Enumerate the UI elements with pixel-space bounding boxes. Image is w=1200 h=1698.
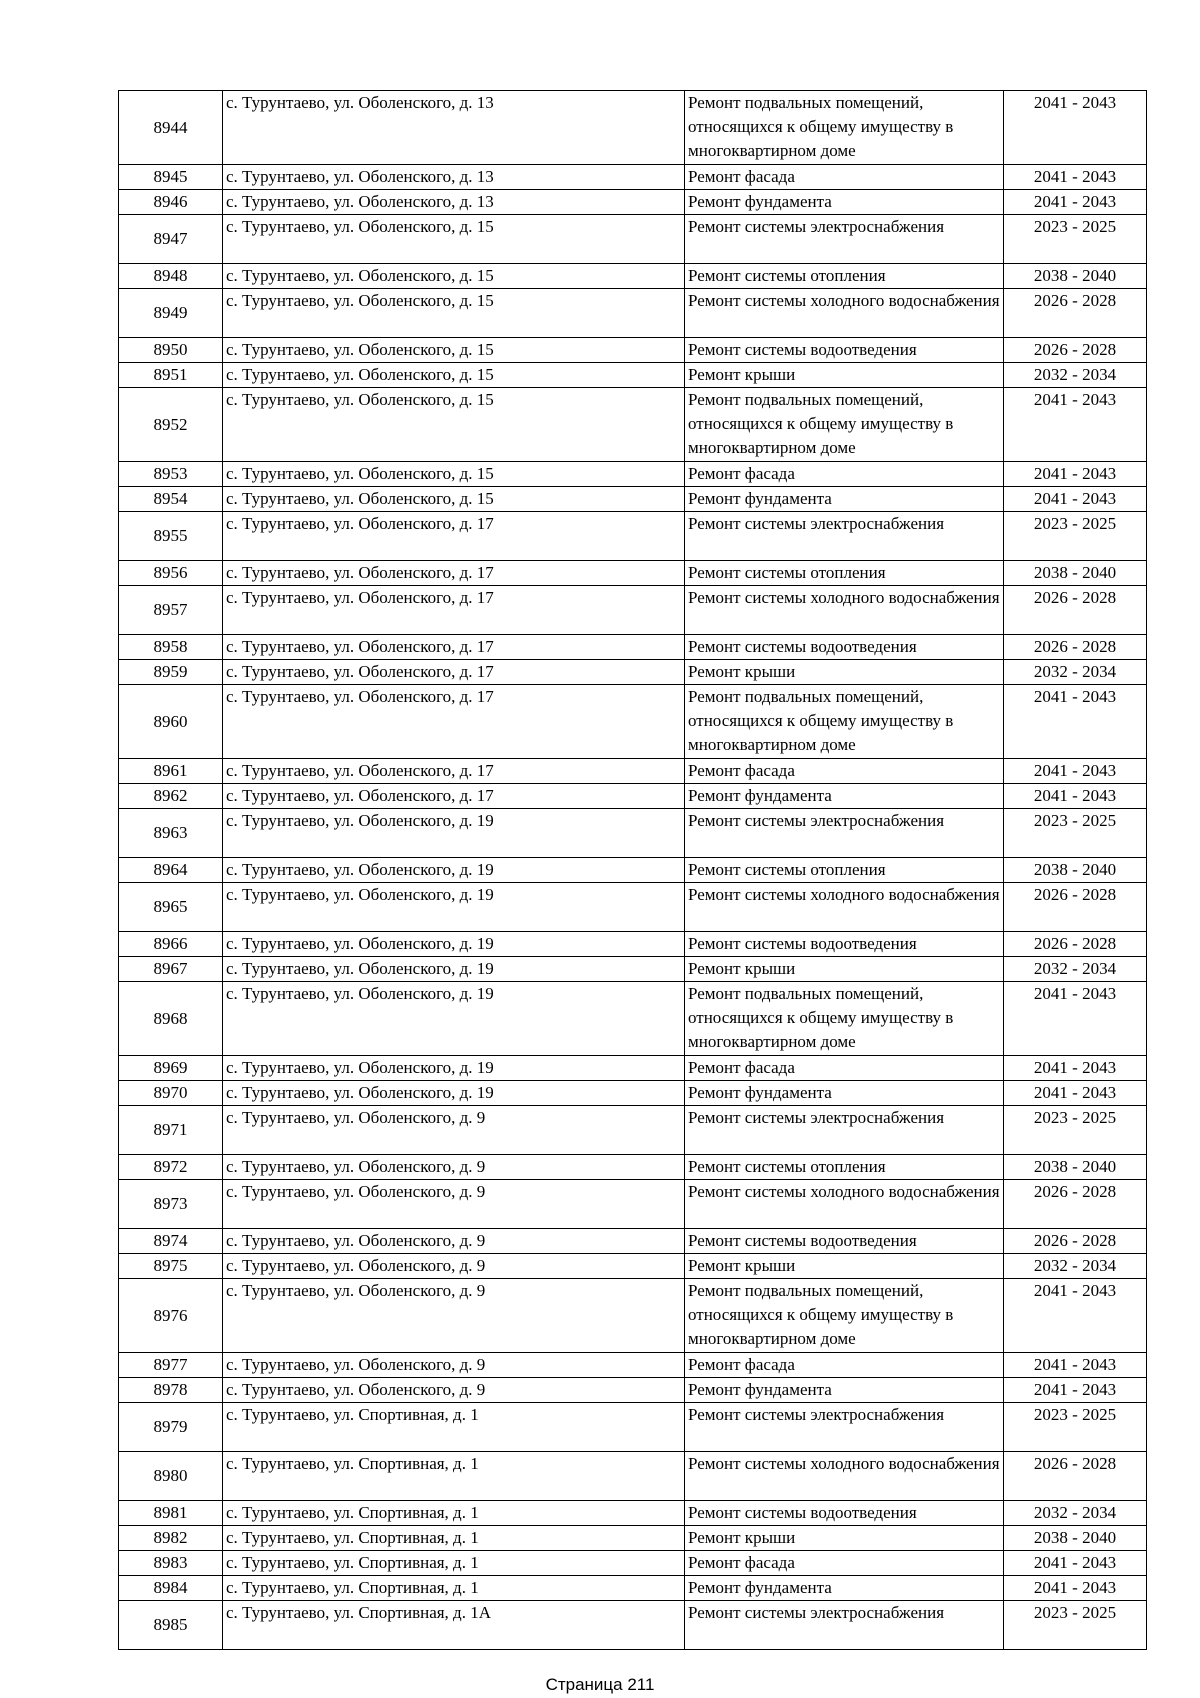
row-number: 8967 xyxy=(119,957,223,982)
row-address: с. Турунтаево, ул. Оболенского, д. 15 xyxy=(223,338,685,363)
table-row xyxy=(119,388,1147,462)
row-address: с. Турунтаево, ул. Оболенского, д. 15 xyxy=(223,487,685,512)
row-period: 2026 - 2028 xyxy=(1004,1180,1147,1229)
table-body xyxy=(119,91,1147,1650)
row-period: 2023 - 2025 xyxy=(1004,1106,1147,1155)
row-address: с. Турунтаево, ул. Оболенского, д. 15 xyxy=(223,363,685,388)
row-work-type: Ремонт подвальных помещений, относящихся к общему имуществу в многоквартирном доме xyxy=(685,388,1004,462)
table-row xyxy=(119,215,1147,264)
row-work-type: Ремонт фасада xyxy=(685,1056,1004,1081)
row-number: 8945 xyxy=(119,165,223,190)
row-work-type: Ремонт системы холодного водоснабжения xyxy=(685,586,1004,635)
table-row xyxy=(119,190,1147,215)
row-number: 8979 xyxy=(119,1403,223,1452)
row-work-type: Ремонт системы водоотведения xyxy=(685,1229,1004,1254)
row-address: с. Турунтаево, ул. Оболенского, д. 13 xyxy=(223,190,685,215)
row-work-type: Ремонт фасада xyxy=(685,759,1004,784)
row-period: 2041 - 2043 xyxy=(1004,1378,1147,1403)
row-number: 8971 xyxy=(119,1106,223,1155)
table-row xyxy=(119,784,1147,809)
table-row xyxy=(119,858,1147,883)
row-work-type: Ремонт фасада xyxy=(685,462,1004,487)
row-number: 8951 xyxy=(119,363,223,388)
table-row xyxy=(119,660,1147,685)
row-period: 2023 - 2025 xyxy=(1004,215,1147,264)
row-period: 2041 - 2043 xyxy=(1004,1056,1147,1081)
row-work-type: Ремонт системы отопления xyxy=(685,264,1004,289)
row-work-type: Ремонт подвальных помещений, относящихся к общему имуществу в многоквартирном доме xyxy=(685,91,1004,165)
row-number: 8944 xyxy=(119,91,223,165)
table-row xyxy=(119,1551,1147,1576)
row-address: с. Турунтаево, ул. Спортивная, д. 1 xyxy=(223,1501,685,1526)
row-period: 2038 - 2040 xyxy=(1004,1526,1147,1551)
row-address: с. Турунтаево, ул. Оболенского, д. 19 xyxy=(223,809,685,858)
row-address: с. Турунтаево, ул. Оболенского, д. 9 xyxy=(223,1155,685,1180)
row-work-type: Ремонт фундамента xyxy=(685,1576,1004,1601)
row-number: 8956 xyxy=(119,561,223,586)
table-row xyxy=(119,1180,1147,1229)
row-number: 8977 xyxy=(119,1353,223,1378)
row-period: 2041 - 2043 xyxy=(1004,91,1147,165)
row-address: с. Турунтаево, ул. Оболенского, д. 19 xyxy=(223,1056,685,1081)
row-number: 8980 xyxy=(119,1452,223,1501)
row-number: 8973 xyxy=(119,1180,223,1229)
row-work-type: Ремонт крыши xyxy=(685,1254,1004,1279)
row-number: 8966 xyxy=(119,932,223,957)
row-work-type: Ремонт системы электроснабжения xyxy=(685,1403,1004,1452)
row-address: с. Турунтаево, ул. Оболенского, д. 9 xyxy=(223,1254,685,1279)
row-address: с. Турунтаево, ул. Оболенского, д. 19 xyxy=(223,982,685,1056)
works-table xyxy=(118,90,1147,1650)
row-number: 8947 xyxy=(119,215,223,264)
row-work-type: Ремонт системы отопления xyxy=(685,561,1004,586)
row-number: 8955 xyxy=(119,512,223,561)
row-period: 2032 - 2034 xyxy=(1004,1501,1147,1526)
row-period: 2041 - 2043 xyxy=(1004,1576,1147,1601)
row-work-type: Ремонт крыши xyxy=(685,1526,1004,1551)
row-period: 2038 - 2040 xyxy=(1004,561,1147,586)
row-work-type: Ремонт фундамента xyxy=(685,1081,1004,1106)
row-address: с. Турунтаево, ул. Оболенского, д. 17 xyxy=(223,784,685,809)
row-number: 8982 xyxy=(119,1526,223,1551)
row-number: 8949 xyxy=(119,289,223,338)
row-period: 2026 - 2028 xyxy=(1004,932,1147,957)
page-number: Страница 211 xyxy=(545,1675,655,1694)
row-period: 2026 - 2028 xyxy=(1004,1452,1147,1501)
row-number: 8965 xyxy=(119,883,223,932)
row-address: с. Турунтаево, ул. Спортивная, д. 1 xyxy=(223,1403,685,1452)
table-row xyxy=(119,1601,1147,1650)
table-row xyxy=(119,685,1147,759)
row-period: 2041 - 2043 xyxy=(1004,1081,1147,1106)
table-row xyxy=(119,982,1147,1056)
row-number: 8948 xyxy=(119,264,223,289)
table-row xyxy=(119,586,1147,635)
row-period: 2041 - 2043 xyxy=(1004,1551,1147,1576)
row-number: 8983 xyxy=(119,1551,223,1576)
row-work-type: Ремонт крыши xyxy=(685,363,1004,388)
table-row xyxy=(119,1501,1147,1526)
row-period: 2023 - 2025 xyxy=(1004,809,1147,858)
table-row xyxy=(119,289,1147,338)
row-work-type: Ремонт системы отопления xyxy=(685,1155,1004,1180)
row-period: 2041 - 2043 xyxy=(1004,190,1147,215)
row-work-type: Ремонт фасада xyxy=(685,1551,1004,1576)
row-work-type: Ремонт системы водоотведения xyxy=(685,338,1004,363)
row-number: 8952 xyxy=(119,388,223,462)
table-row xyxy=(119,462,1147,487)
row-address: с. Турунтаево, ул. Спортивная, д. 1 xyxy=(223,1526,685,1551)
row-address: с. Турунтаево, ул. Спортивная, д. 1 xyxy=(223,1576,685,1601)
row-address: с. Турунтаево, ул. Оболенского, д. 17 xyxy=(223,660,685,685)
row-work-type: Ремонт системы водоотведения xyxy=(685,635,1004,660)
table-row xyxy=(119,512,1147,561)
row-number: 8957 xyxy=(119,586,223,635)
table-row xyxy=(119,363,1147,388)
table-row xyxy=(119,1229,1147,1254)
row-address: с. Турунтаево, ул. Оболенского, д. 15 xyxy=(223,264,685,289)
row-work-type: Ремонт фасада xyxy=(685,165,1004,190)
row-number: 8975 xyxy=(119,1254,223,1279)
row-address: с. Турунтаево, ул. Спортивная, д. 1 xyxy=(223,1452,685,1501)
row-period: 2041 - 2043 xyxy=(1004,1279,1147,1353)
row-period: 2041 - 2043 xyxy=(1004,1353,1147,1378)
row-number: 8946 xyxy=(119,190,223,215)
row-period: 2041 - 2043 xyxy=(1004,982,1147,1056)
row-period: 2026 - 2028 xyxy=(1004,338,1147,363)
row-number: 8984 xyxy=(119,1576,223,1601)
row-address: с. Турунтаево, ул. Оболенского, д. 15 xyxy=(223,462,685,487)
row-number: 8972 xyxy=(119,1155,223,1180)
row-work-type: Ремонт фундамента xyxy=(685,487,1004,512)
row-period: 2041 - 2043 xyxy=(1004,388,1147,462)
row-work-type: Ремонт системы электроснабжения xyxy=(685,809,1004,858)
row-period: 2032 - 2034 xyxy=(1004,1254,1147,1279)
table-row xyxy=(119,1452,1147,1501)
row-work-type: Ремонт фасада xyxy=(685,1353,1004,1378)
row-period: 2038 - 2040 xyxy=(1004,1155,1147,1180)
table-row xyxy=(119,1279,1147,1353)
row-number: 8964 xyxy=(119,858,223,883)
table-row xyxy=(119,932,1147,957)
row-period: 2041 - 2043 xyxy=(1004,685,1147,759)
row-number: 8958 xyxy=(119,635,223,660)
row-number: 8961 xyxy=(119,759,223,784)
row-address: с. Турунтаево, ул. Оболенского, д. 17 xyxy=(223,759,685,784)
row-period: 2023 - 2025 xyxy=(1004,512,1147,561)
table-row xyxy=(119,338,1147,363)
row-address: с. Турунтаево, ул. Оболенского, д. 19 xyxy=(223,858,685,883)
row-work-type: Ремонт фундамента xyxy=(685,190,1004,215)
row-number: 8950 xyxy=(119,338,223,363)
row-number: 8981 xyxy=(119,1501,223,1526)
row-work-type: Ремонт системы холодного водоснабжения xyxy=(685,883,1004,932)
row-number: 8976 xyxy=(119,1279,223,1353)
row-number: 8978 xyxy=(119,1378,223,1403)
row-period: 2026 - 2028 xyxy=(1004,1229,1147,1254)
row-period: 2041 - 2043 xyxy=(1004,165,1147,190)
table-row xyxy=(119,1081,1147,1106)
row-work-type: Ремонт подвальных помещений, относящихся к общему имуществу в многоквартирном доме xyxy=(685,685,1004,759)
row-work-type: Ремонт подвальных помещений, относящихся к общему имуществу в многоквартирном доме xyxy=(685,982,1004,1056)
row-address: с. Турунтаево, ул. Оболенского, д. 19 xyxy=(223,932,685,957)
row-work-type: Ремонт системы электроснабжения xyxy=(685,1601,1004,1650)
row-address: с. Турунтаево, ул. Оболенского, д. 19 xyxy=(223,957,685,982)
table-row xyxy=(119,1353,1147,1378)
table-row xyxy=(119,1378,1147,1403)
row-address: с. Турунтаево, ул. Оболенского, д. 19 xyxy=(223,883,685,932)
row-number: 8985 xyxy=(119,1601,223,1650)
table-row xyxy=(119,561,1147,586)
row-number: 8968 xyxy=(119,982,223,1056)
row-period: 2041 - 2043 xyxy=(1004,487,1147,512)
row-work-type: Ремонт системы электроснабжения xyxy=(685,512,1004,561)
row-period: 2032 - 2034 xyxy=(1004,660,1147,685)
row-work-type: Ремонт системы холодного водоснабжения xyxy=(685,1180,1004,1229)
row-work-type: Ремонт системы электроснабжения xyxy=(685,1106,1004,1155)
row-address: с. Турунтаево, ул. Оболенского, д. 15 xyxy=(223,215,685,264)
row-address: с. Турунтаево, ул. Спортивная, д. 1 xyxy=(223,1551,685,1576)
row-period: 2026 - 2028 xyxy=(1004,289,1147,338)
row-number: 8960 xyxy=(119,685,223,759)
table-row xyxy=(119,1056,1147,1081)
row-number: 8970 xyxy=(119,1081,223,1106)
row-number: 8962 xyxy=(119,784,223,809)
row-address: с. Турунтаево, ул. Оболенского, д. 15 xyxy=(223,289,685,338)
row-number: 8954 xyxy=(119,487,223,512)
row-number: 8953 xyxy=(119,462,223,487)
row-number: 8974 xyxy=(119,1229,223,1254)
row-work-type: Ремонт системы холодного водоснабжения xyxy=(685,289,1004,338)
row-address: с. Турунтаево, ул. Оболенского, д. 13 xyxy=(223,165,685,190)
row-address: с. Турунтаево, ул. Оболенского, д. 17 xyxy=(223,561,685,586)
row-address: с. Турунтаево, ул. Оболенского, д. 9 xyxy=(223,1353,685,1378)
row-period: 2023 - 2025 xyxy=(1004,1601,1147,1650)
table-row xyxy=(119,1403,1147,1452)
row-number: 8969 xyxy=(119,1056,223,1081)
table-row xyxy=(119,759,1147,784)
table-row xyxy=(119,1576,1147,1601)
table-row xyxy=(119,809,1147,858)
row-period: 2026 - 2028 xyxy=(1004,586,1147,635)
row-address: с. Турунтаево, ул. Оболенского, д. 9 xyxy=(223,1229,685,1254)
table-row xyxy=(119,635,1147,660)
row-period: 2041 - 2043 xyxy=(1004,784,1147,809)
row-address: с. Турунтаево, ул. Оболенского, д. 17 xyxy=(223,635,685,660)
row-work-type: Ремонт подвальных помещений, относящихся к общему имуществу в многоквартирном доме xyxy=(685,1279,1004,1353)
row-address: с. Турунтаево, ул. Оболенского, д. 13 xyxy=(223,91,685,165)
table-row xyxy=(119,1106,1147,1155)
row-address: с. Турунтаево, ул. Оболенского, д. 9 xyxy=(223,1106,685,1155)
row-address: с. Турунтаево, ул. Оболенского, д. 17 xyxy=(223,586,685,635)
row-period: 2038 - 2040 xyxy=(1004,858,1147,883)
row-address: с. Турунтаево, ул. Оболенского, д. 17 xyxy=(223,512,685,561)
row-work-type: Ремонт крыши xyxy=(685,660,1004,685)
table-row xyxy=(119,1526,1147,1551)
row-period: 2041 - 2043 xyxy=(1004,462,1147,487)
row-address: с. Турунтаево, ул. Оболенского, д. 9 xyxy=(223,1378,685,1403)
row-address: с. Турунтаево, ул. Спортивная, д. 1А xyxy=(223,1601,685,1650)
row-period: 2041 - 2043 xyxy=(1004,759,1147,784)
row-number: 8963 xyxy=(119,809,223,858)
row-work-type: Ремонт крыши xyxy=(685,957,1004,982)
row-address: с. Турунтаево, ул. Оболенского, д. 15 xyxy=(223,388,685,462)
row-work-type: Ремонт системы водоотведения xyxy=(685,932,1004,957)
table-row xyxy=(119,91,1147,165)
table-row xyxy=(119,1155,1147,1180)
row-period: 2032 - 2034 xyxy=(1004,363,1147,388)
row-work-type: Ремонт системы отопления xyxy=(685,858,1004,883)
row-period: 2026 - 2028 xyxy=(1004,635,1147,660)
table-row xyxy=(119,165,1147,190)
table-row xyxy=(119,264,1147,289)
row-period: 2032 - 2034 xyxy=(1004,957,1147,982)
row-number: 8959 xyxy=(119,660,223,685)
row-work-type: Ремонт фундамента xyxy=(685,784,1004,809)
row-address: с. Турунтаево, ул. Оболенского, д. 19 xyxy=(223,1081,685,1106)
row-work-type: Ремонт системы водоотведения xyxy=(685,1501,1004,1526)
row-address: с. Турунтаево, ул. Оболенского, д. 9 xyxy=(223,1279,685,1353)
row-address: с. Турунтаево, ул. Оболенского, д. 17 xyxy=(223,685,685,759)
row-work-type: Ремонт фундамента xyxy=(685,1378,1004,1403)
row-period: 2023 - 2025 xyxy=(1004,1403,1147,1452)
row-work-type: Ремонт системы холодного водоснабжения xyxy=(685,1452,1004,1501)
row-period: 2038 - 2040 xyxy=(1004,264,1147,289)
row-work-type: Ремонт системы электроснабжения xyxy=(685,215,1004,264)
row-period: 2026 - 2028 xyxy=(1004,883,1147,932)
table-row xyxy=(119,883,1147,932)
row-address: с. Турунтаево, ул. Оболенского, д. 9 xyxy=(223,1180,685,1229)
table-row xyxy=(119,957,1147,982)
table-row xyxy=(119,487,1147,512)
table-row xyxy=(119,1254,1147,1279)
